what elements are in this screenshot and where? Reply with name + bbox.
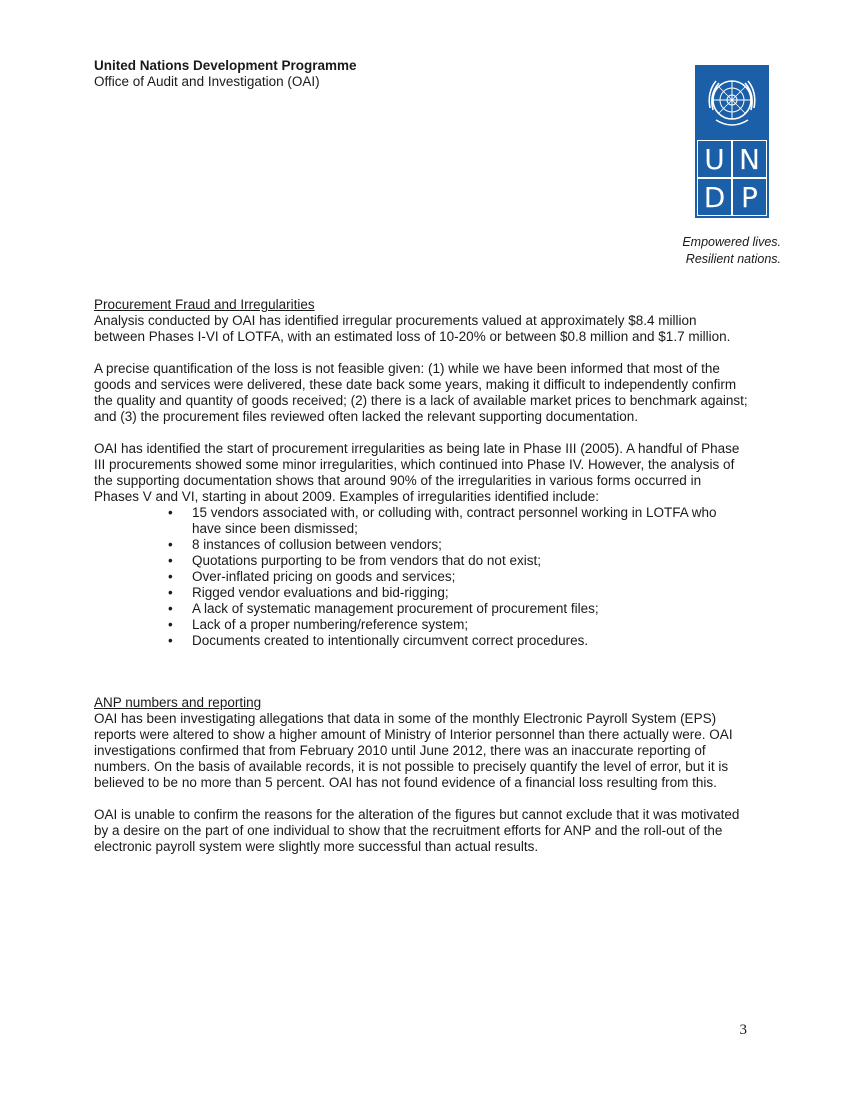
list-item: • 8 instances of collusion between vendors;	[192, 537, 749, 553]
irregularities-list	[94, 505, 749, 649]
org-name: United Nations Development Programme	[94, 58, 357, 73]
paragraph: Analysis conducted by OAI has identified irregular procurements valued at approximately $8.4 million between Phases I-VI of LOTFA, with an estimated loss of 10-20% or between $0.8 million and $1.7 million.	[94, 313, 731, 344]
paragraph: A precise quantification of the loss is not feasible given: (1) while we have been informed that most of the goods and services were delivered, these date back some years, making it difficult to independently confirm the quality and quantity of goods received; (2) there is a lack of available market prices to benchmark against; and (3) the procurement files reviewed often lacked the relevant supporting documentation.	[94, 361, 748, 424]
un-emblem-icon	[698, 68, 766, 136]
section-heading-procurement: Procurement Fraud and Irregularities	[94, 297, 315, 312]
list-item: • Rigged vendor evaluations and bid-rigging;	[192, 585, 749, 601]
logo-letter: D	[698, 179, 731, 215]
logo-letter: P	[733, 179, 766, 215]
section-heading-anp: ANP numbers and reporting	[94, 695, 262, 710]
paragraph: OAI has identified the start of procurement irregularities as being late in Phase III (2005). A handful of Phase III procurements showed some minor irregularities, which continued into Phase IV. However, the analysis of the supporting documentation shows that around 90% of the irregularities in various forms occurred in Phases V and VI, starting in about 2009. Examples of irregularities identified include:	[94, 441, 740, 504]
list-item: • Documents created to intentionally circumvent correct procedures.	[192, 633, 749, 649]
paragraph: OAI is unable to confirm the reasons for the alteration of the figures but cannot exclude that it was motivated by a desire on the part of one individual to show that the recruitment efforts for ANP and the roll-out of the electronic payroll system were slightly more successful than actual results.	[94, 807, 740, 854]
undp-logo	[695, 65, 769, 218]
document-body	[94, 297, 749, 871]
page-number: 3	[739, 1022, 747, 1038]
list-item: • Over-inflated pricing on goods and services;	[192, 569, 749, 585]
paragraph: OAI has been investigating allegations that data in some of the monthly Electronic Payroll System (EPS) reports were altered to show a higher amount of Ministry of Interior personnel than there actually were. OAI investigations confirmed that from February 2010 until June 2012, there was an inaccurate reporting of numbers. On the basis of available records, it is not possible to precisely quantify the level of error, but it is believed to be no more than 5 percent. OAI has not found evidence of a financial loss resulting from this.	[94, 711, 733, 790]
organization-header	[94, 58, 357, 90]
list-item: • A lack of systematic management procurement of procurement files;	[192, 601, 749, 617]
list-item: • Lack of a proper numbering/reference system;	[192, 617, 749, 633]
undp-letter-grid	[698, 141, 766, 215]
list-item: • Quotations purporting to be from vendors that do not exist;	[192, 553, 749, 569]
list-item: • 15 vendors associated with, or colluding with, contract personnel working in LOTFA who have since been dismissed;	[192, 505, 749, 537]
tagline	[682, 234, 781, 268]
tagline-line-2: Resilient nations.	[685, 252, 781, 266]
logo-letter: N	[733, 141, 766, 177]
office-name: Office of Audit and Investigation (OAI)	[94, 74, 320, 89]
logo-letter: U	[698, 141, 731, 177]
tagline-line-1: Empowered lives.	[682, 235, 781, 249]
